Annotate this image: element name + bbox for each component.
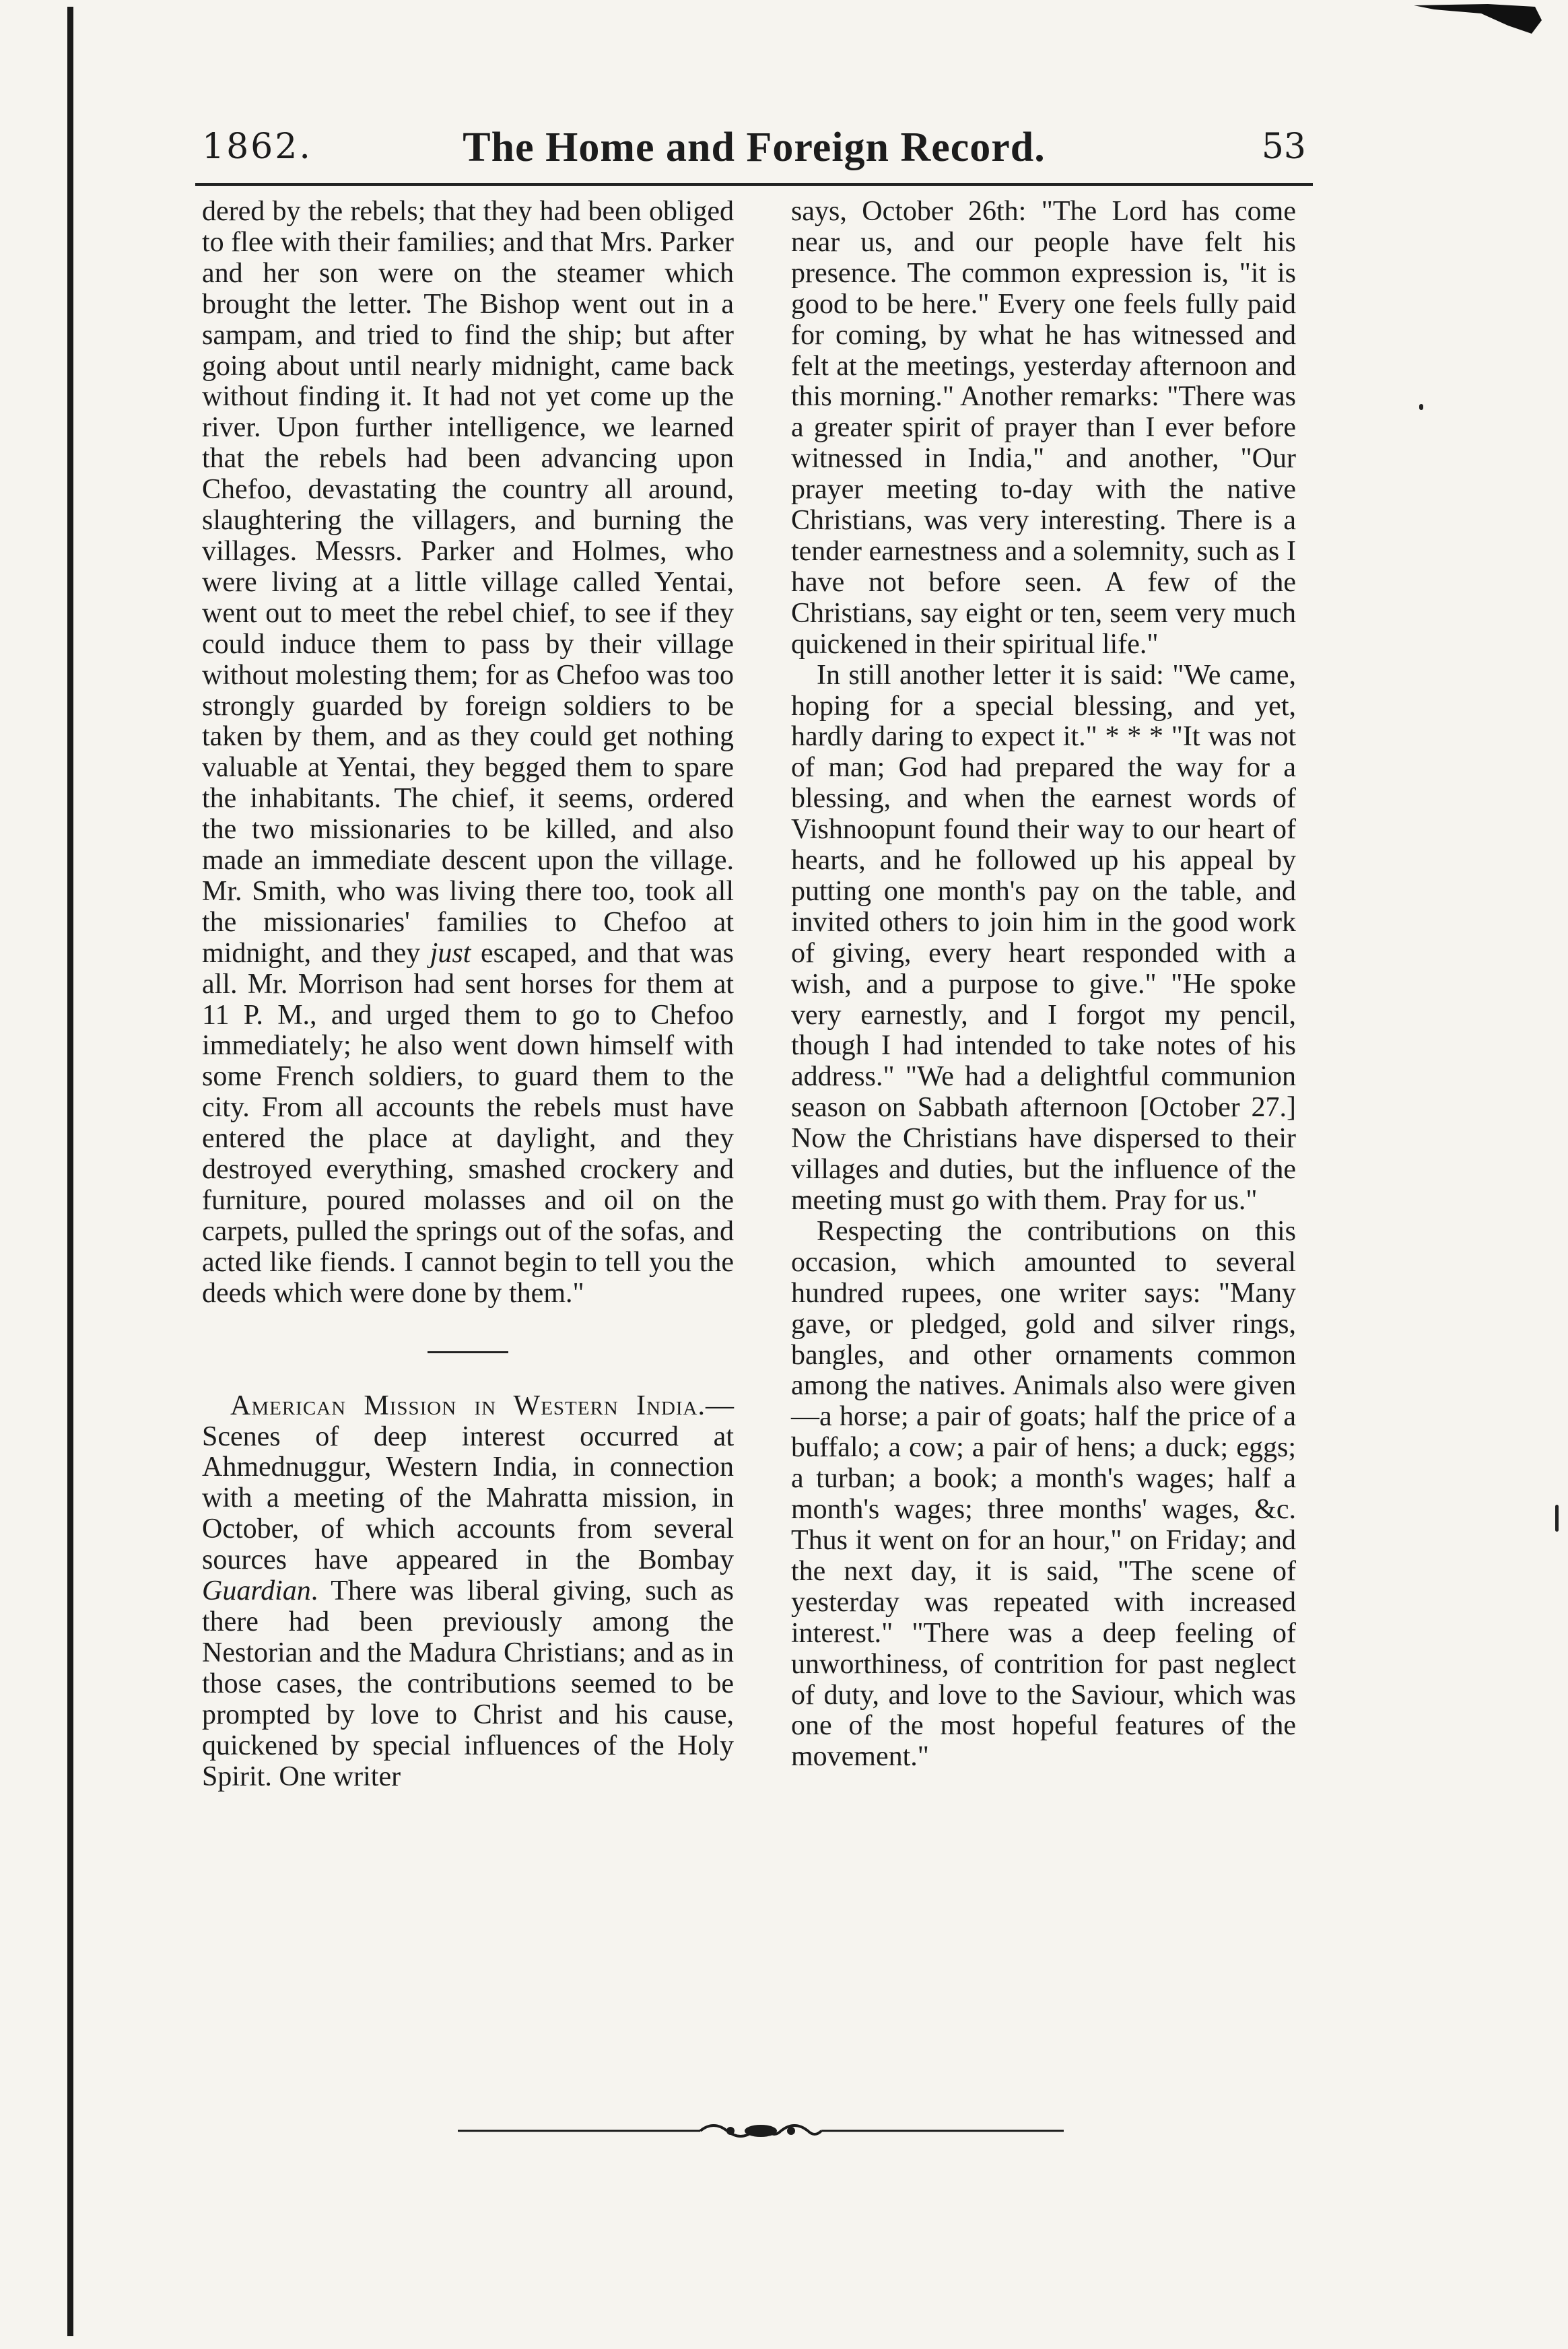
emphasis-just: just	[430, 937, 471, 969]
header-year: 1862.	[202, 127, 312, 167]
running-header	[202, 114, 1306, 182]
right-paragraph-3: Respecting the contributions on this occasion, which amounted to several hundred rupees, one writer says: "Many gave, or pledged, gold and silver rings, bangles, and other ornaments common among the natives. Animals also were given—a horse; a pair of goats; half the price of a buffalo; a cow; a pair of hens; a duck; eggs; a turban; a book; a month's wages; half a month's wages; three months' wages, &c. Thus it went on for an hour," on Friday; and the next day, it is said, "The scene of yesterday was repeated with increased interest." "There was a deep feeling of unworthiness, of contrition for past neglect of duty, and love to the Saviour, which was one of the most hopeful features of the movement."	[791, 1215, 1296, 1773]
scroll-ornament-icon	[458, 2111, 1064, 2151]
section-paragraph-text-a: —Scenes of deep interest occurred at Ahmednuggur, Western India, in connection with a meeting of the Mahratta mission, in October, of which accounts from several sources have appeared in the Bombay	[202, 1390, 734, 1576]
left-paragraph-1-text: dered by the rebels; that they had been obliged to flee with their families; and that Mrs. Parker and her son were on the steamer which brought the letter. The Bishop went out in a sampam, and tried to find the ship; but after going about until nearly midnight, came back without finding it. It had not yet come up the river. Upon further intelligence, we learned that the rebels had been advancing upon Chefoo, devastating the country all around, slaughtering the villagers, and burning the villages. Messrs. Parker and Holmes, who were living at a little village called Yentai, went out to meet the rebel chief, to see if they could induce them to pass by their village without molesting them; for as Chefoo was too strongly guarded by foreign soldiers to be taken by them, and as they could get nothing valuable at Yentai, they begged them to spare the inhabitants. The chief, it seems, ordered the two missionaries to be killed, and also made an immediate descent upon the village. Mr. Smith, who was living there too, took all the missionaries' families to Chefoo at midnight, and they	[202, 196, 734, 969]
left-paragraph-1	[202, 197, 734, 1309]
section-paragraph-text-b: . There was liberal giving, such as there had been previously among the Nestorian and the Madura Christians; and as in those cases, the contributions seemed to be prompted by love to Christ and his cause, quickened by special influences of the Holy Spirit. One writer	[202, 1575, 734, 1792]
emphasis-guardian: Guardian	[202, 1575, 311, 1607]
section-title: American Mission in Western India.	[230, 1390, 706, 1421]
page-edge-rule	[67, 7, 73, 2336]
left-column	[202, 197, 734, 1792]
stray-ink-mark	[1555, 1505, 1559, 1532]
section-paragraph	[202, 1391, 734, 1793]
right-column	[791, 197, 1296, 1773]
ink-smudge-icon	[1407, 0, 1542, 40]
right-paragraph-1: says, October 26th: "The Lord has come near us, and our people have felt his presence. The common expression is, "it is good to be here." Every one feels fully paid for coming, by what he has witnessed and felt at the meetings, yesterday afternoon and this morning." Another remarks: "There was a greater spirit of prayer than I ever before witnessed in India," and another, "Our prayer meeting to-day with the native Christians, was very interesting. There is a tender earnestness and a solemnity, such as I have not before seen. A few of the Christians, say eight or ten, seem very much quickened in their spiritual life."	[791, 196, 1296, 660]
left-paragraph-1-end: escaped, and that was all. Mr. Morrison had sent horses for them at 11 P. M., and urged them to go to Chefoo immediately; he also went down himself with some French soldiers, to guard them to the city. From all accounts the rebels must have entered the place at daylight, and they destroyed everything, smashed crockery and furniture, poured molasses and oil on the carpets, pulled the springs out of the sofas, and acted like fiends. I cannot begin to tell you the deeds which were done by them."	[202, 937, 734, 1309]
header-rule	[195, 183, 1313, 186]
header-title: The Home and Foreign Record.	[463, 125, 1046, 170]
stray-ink-dot	[1419, 404, 1423, 410]
section-divider	[428, 1351, 508, 1353]
right-paragraph-2: In still another letter it is said: "We came, hoping for a special blessing, and yet, hardly daring to expect it." * * * "It was not of man; God had prepared the way for a blessing, and when the earnest words of Vishnoopunt found their way to our heart of hearts, and he followed up his appeal by putting one month's pay on the table, and invited others to join him in the good work of giving, every heart responded with a wish, and a purpose to give." "He spoke very earnestly, and I forgot my pencil, though I had intended to take notes of his address." "We had a delightful communion season on Sabbath afternoon [October 27.] Now the Christians have dispersed to their villages and duties, but the influence of the meeting must go with them. Pray for us."	[791, 659, 1296, 1216]
page-number: 53	[1261, 127, 1306, 167]
